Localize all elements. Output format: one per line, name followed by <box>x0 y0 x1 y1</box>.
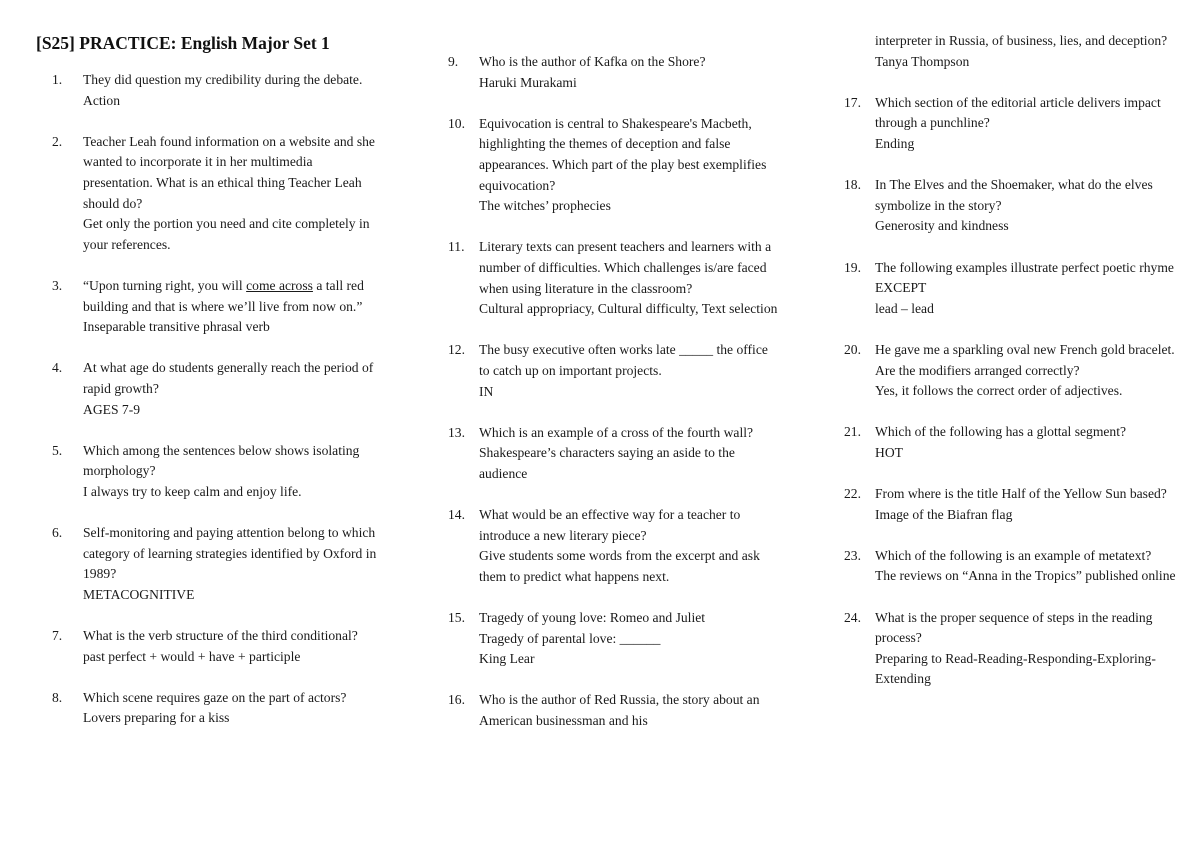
question-item <box>52 70 382 111</box>
question-item <box>844 608 1180 690</box>
question-text <box>83 276 382 317</box>
question-text: Teacher Leah found information on a website and she wanted to incorporate it in her multimedia presentation. What is an ethical thing Teacher Leah should do? <box>83 133 375 211</box>
answer-text: HOT <box>875 444 903 460</box>
question-text: The following examples illustrate perfect poetic rhyme EXCEPT <box>875 259 1174 296</box>
question-text: From where is the title Half of the Yellow Sun based? <box>875 486 1167 502</box>
question-item <box>844 340 1180 402</box>
page-title: [S25] PRACTICE: English Major Set 1 <box>36 33 330 53</box>
question-item <box>844 175 1180 237</box>
question-text: Which scene requires gaze on the part of actors? <box>83 689 347 705</box>
question-item <box>448 340 778 402</box>
answer-text: King Lear <box>479 651 535 667</box>
question-number: 11. <box>448 239 465 255</box>
answer-text: Yes, it follows the correct order of adjectives. <box>875 383 1123 399</box>
question-text: Who is the author of Kafka on the Shore? <box>479 54 706 69</box>
question-number: 9. <box>448 54 459 69</box>
question-item <box>448 690 778 731</box>
q3-text-after: a tall red building and that is where we’ll live from now on.” <box>83 277 364 314</box>
question-number: 7. <box>52 628 63 644</box>
answer-text: lead – lead <box>875 300 934 316</box>
question-text: What is the verb structure of the third conditional? <box>83 628 358 644</box>
q3-text-before: “Upon turning right, you will <box>83 277 247 293</box>
question-text: Who is the author of Red Russia, the story about an American businessman and his <box>479 692 760 728</box>
question-number: 19. <box>844 259 861 275</box>
question-number: 15. <box>448 610 465 626</box>
answer-text: Get only the portion you need and cite completely in your references. <box>83 216 370 252</box>
question-item <box>52 626 382 667</box>
question-text: Tragedy of young love: Romeo and Juliet <box>479 610 706 626</box>
question-number: 3. <box>52 277 63 293</box>
answer-text: Ending <box>875 135 915 151</box>
column-2 <box>448 52 778 752</box>
answer-text: Give students some words from the excerpt and ask them to predict what happens next. <box>479 548 760 584</box>
question-text: Which is an example of a cross of the fourth wall? <box>479 424 754 440</box>
answer-text: Generosity and kindness <box>875 218 1009 234</box>
question-number: 10. <box>448 115 465 131</box>
question-number: 4. <box>52 360 63 376</box>
question-text: What is the proper sequence of steps in the reading process? <box>875 609 1153 646</box>
answer-text: The reviews on “Anna in the Tropics” published online <box>875 568 1176 584</box>
question-number: 12. <box>448 342 465 358</box>
answer-text: Inseparable transitive phrasal verb <box>83 319 270 335</box>
question-item <box>52 688 382 729</box>
question-item <box>448 505 778 587</box>
question-text: He gave me a sparkling oval new French gold bracelet. Are the modifiers arranged correctly? <box>875 341 1175 378</box>
underlined-phrase: come across <box>246 277 313 293</box>
answer-text: Lovers preparing for a kiss <box>83 710 230 726</box>
question-item <box>844 258 1180 320</box>
question-item <box>448 608 778 670</box>
question-text: Which among the sentences below shows isolating morphology? <box>83 442 360 479</box>
question-text: In The Elves and the Shoemaker, what do the elves symbolize in the story? <box>875 177 1153 213</box>
question-text: interpreter in Russia, of business, lies, and deception? <box>875 33 1168 48</box>
question-text: At what age do students generally reach the period of rapid growth? <box>83 360 374 396</box>
question-item <box>448 237 778 319</box>
question-item <box>448 423 778 485</box>
answer-text: past perfect + would + have + participle <box>83 648 301 664</box>
question-text: Which of the following has a glottal segment? <box>875 424 1127 440</box>
answer-text: IN <box>479 383 494 399</box>
answer-text: Action <box>83 92 120 108</box>
question-text: The busy executive often works late _____ the office to catch up on important projects. <box>479 342 768 378</box>
answer-text: The witches’ prophecies <box>479 198 611 214</box>
answer-text: Cultural appropriacy, Cultural difficulty, Text selection <box>479 301 778 317</box>
answer-text: I always try to keep calm and enjoy life. <box>83 483 302 499</box>
answer-text: Haruki Murakami <box>479 74 577 90</box>
question-number: 23. <box>844 547 861 563</box>
question-item <box>52 441 382 503</box>
question-number: 24. <box>844 609 861 625</box>
column-3 <box>844 31 1180 711</box>
question-number: 18. <box>844 177 861 193</box>
question-item <box>448 114 778 217</box>
question-number: 8. <box>52 689 63 705</box>
question-number: 6. <box>52 525 63 541</box>
question-number: 22. <box>844 486 861 502</box>
question-number: 13. <box>448 424 465 440</box>
question-text: What would be an effective way for a teacher to introduce a new literary piece? <box>479 507 741 543</box>
question-number: 20. <box>844 341 861 357</box>
question-text: They did question my credibility during the debate. <box>83 72 363 87</box>
question-number: 2. <box>52 133 63 149</box>
question-item <box>844 422 1180 463</box>
question-item <box>844 93 1180 155</box>
question-text: Self-monitoring and paying attention belong to which category of learning strategies identified by Oxford in 1989? <box>83 525 377 582</box>
answer-text: METACOGNITIVE <box>83 586 195 602</box>
question-item <box>52 523 382 605</box>
question-text: Which of the following is an example of metatext? <box>875 547 1152 563</box>
question-item <box>52 358 382 420</box>
question-item <box>52 132 382 256</box>
answer-text: Image of the Biafran flag <box>875 506 1013 522</box>
question-number: 21. <box>844 424 861 440</box>
question-number: 5. <box>52 442 63 458</box>
question-text: Which section of the editorial article delivers impact through a punchline? <box>875 94 1161 131</box>
question-number: 17. <box>844 94 861 110</box>
question-continuation <box>844 31 1180 72</box>
question-item <box>844 484 1180 525</box>
question-number: 14. <box>448 507 465 523</box>
answer-text: Tanya Thompson <box>875 53 970 69</box>
question-number: 1. <box>52 72 63 87</box>
question-item <box>448 52 778 93</box>
question-item <box>844 546 1180 587</box>
answer-text: AGES 7-9 <box>83 401 141 417</box>
column-1 <box>52 70 382 750</box>
question-number: 16. <box>448 692 465 708</box>
question-item <box>52 276 382 338</box>
answer-text: Shakespeare’s characters saying an aside to the audience <box>479 445 735 481</box>
question-text-line-2: Tragedy of parental love: ______ <box>479 630 661 646</box>
answer-text: Preparing to Read-Reading-Responding-Exploring- Extending <box>875 650 1156 687</box>
question-text: Literary texts can present teachers and learners with a number of difficulties. Which challenges is/are faced when using literature in the classroom? <box>479 239 772 296</box>
question-text: Equivocation is central to Shakespeare's Macbeth, highlighting the themes of deception and false appearances. Which part of the play best exemplifies equivocation? <box>479 115 767 193</box>
